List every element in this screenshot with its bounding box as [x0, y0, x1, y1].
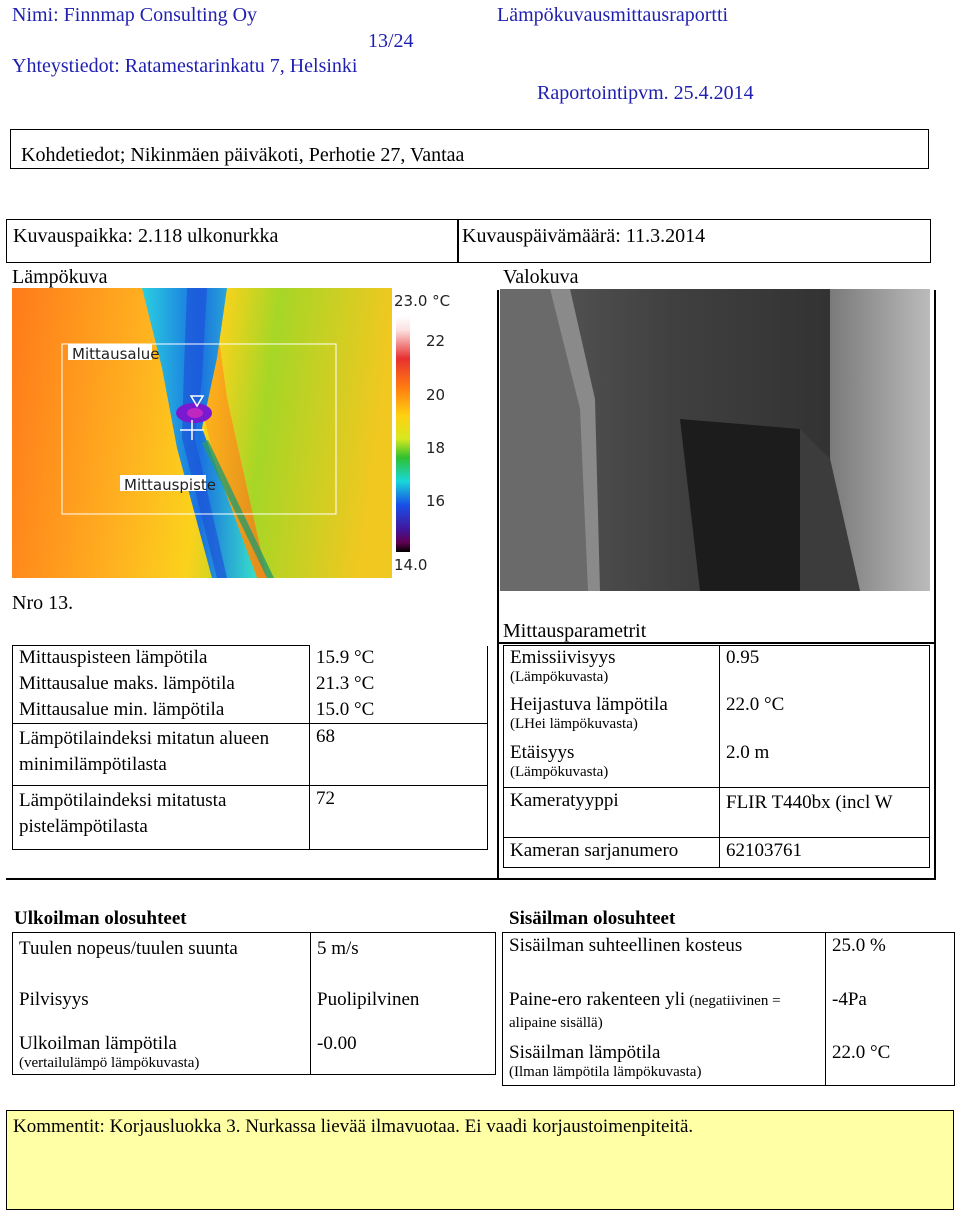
param-value: 62103761: [720, 838, 930, 868]
outdoor-label: Pilvisyys: [13, 967, 311, 1019]
image-number: Nro 13.: [12, 592, 74, 614]
thermal-image-label: Lämpökuva: [12, 266, 108, 288]
indoor-title: Sisäilman olosuhteet: [509, 908, 676, 929]
table-row: [504, 788, 930, 838]
table-row: [13, 698, 488, 724]
scale-tick-20: 20: [426, 386, 446, 404]
target-text: Kohdetiedot; Nikinmäen päiväkoti, Perhotie 27, Vantaa: [21, 144, 465, 166]
page-number: 13/24: [368, 30, 414, 52]
table-row: [503, 967, 955, 1036]
param-label-cell: [504, 646, 720, 694]
indoor-value: -4Pa: [826, 967, 955, 1036]
target-box: [10, 129, 929, 169]
table-row: [13, 646, 488, 672]
measurements-table: [12, 645, 488, 850]
outdoor-sub: (vertailulämpö lämpökuvasta): [19, 1054, 200, 1071]
table-row: [504, 838, 930, 868]
outdoor-label: Tuulen nopeus/tuulen suunta: [13, 933, 311, 967]
report-title: Lämpökuvausmittausraportti: [497, 4, 729, 26]
indoor-value: 22.0 °C: [826, 1036, 955, 1086]
report-date: Raportointipvm. 25.4.2014: [537, 82, 754, 104]
param-sub: (Lämpökuvasta): [510, 763, 609, 780]
location-date: Kuvauspäivämäärä: 11.3.2014: [462, 225, 706, 247]
outdoor-value: 5 m/s: [311, 933, 496, 967]
area-label: Mittausalue: [72, 345, 160, 363]
indoor-label-cell: [503, 967, 826, 1036]
table-row: [13, 672, 488, 698]
scale-tick-18: 18: [426, 439, 446, 457]
param-label: Emissiivisyys: [510, 647, 616, 668]
table-row: [504, 646, 930, 694]
scale-tick-22: 22: [426, 332, 446, 350]
table-row: [13, 786, 488, 850]
measurement-value: 68: [310, 724, 488, 786]
indoor-label: Paine-ero rakenteen yli: [509, 988, 686, 1010]
indoor-label-cell: [503, 1036, 826, 1086]
outdoor-value: -0.00: [311, 1019, 496, 1075]
company-name: Nimi: Finnmap Consulting Oy: [12, 4, 258, 26]
measurement-value: 72: [310, 786, 488, 850]
table-row: [13, 724, 488, 786]
param-label: Heijastuva lämpötila: [510, 693, 668, 715]
measurement-label: Mittauspisteen lämpötila: [13, 646, 310, 672]
color-scale-bar: [396, 316, 410, 552]
table-row: [13, 933, 496, 967]
table-row: [503, 1036, 955, 1086]
measurement-label: Lämpötilaindeksi mitatusta pistelämpötilasta: [13, 786, 310, 850]
location-place: Kuvauspaikka: 2.118 ulkonurkka: [13, 225, 279, 247]
params-title: Mittausparametrit: [503, 620, 647, 642]
param-label-cell: [504, 742, 720, 788]
outdoor-title: Ulkoilman olosuhteet: [14, 908, 187, 929]
outdoor-table: [12, 932, 496, 1075]
param-label-cell: [504, 694, 720, 742]
measurement-label: Lämpötilaindeksi mitatun alueen minimilämpötilasta: [13, 724, 310, 786]
visual-photo: [500, 289, 930, 591]
thermal-image: [12, 288, 392, 578]
indoor-table: [502, 932, 955, 1086]
table-row: [503, 933, 955, 967]
param-value: 2.0 m: [720, 742, 930, 788]
indoor-label: Sisäilman suhteellinen kosteus: [503, 933, 826, 967]
param-value: 0.95: [720, 646, 930, 694]
table-row: [13, 967, 496, 1019]
param-value: FLIR T440bx (incl W: [720, 788, 930, 838]
measurement-value: 21.3 °C: [310, 672, 488, 698]
point-label: Mittauspiste: [124, 476, 216, 494]
scale-max-label: 23.0 °C: [394, 292, 451, 310]
comment-text: Kommentit: Korjausluokka 3. Nurkassa lievää ilmavuotaa. Ei vaadi korjaustoimenpiteitä.: [13, 1116, 694, 1137]
params-table: [503, 645, 930, 868]
measurement-value: 15.0 °C: [310, 698, 488, 724]
indoor-label: Sisäilman lämpötila: [509, 1041, 661, 1063]
indoor-value: 25.0 %: [826, 933, 955, 967]
param-label: Etäisyys: [510, 741, 575, 763]
measurement-value: 15.9 °C: [310, 646, 488, 672]
outdoor-label-cell: [13, 1019, 311, 1075]
location-box: [6, 219, 931, 263]
measurement-label: Mittausalue min. lämpötila: [13, 698, 310, 724]
param-label: Kameratyyppi: [504, 788, 720, 838]
outdoor-label: Ulkoilman lämpötila: [19, 1032, 177, 1054]
measurement-label: Mittausalue maks. lämpötila: [13, 672, 310, 698]
table-row: [504, 742, 930, 788]
param-label: Kameran sarjanumero: [504, 838, 720, 868]
scale-min-label: 14.0: [394, 556, 428, 574]
param-sub: (LHei lämpökuvasta): [510, 715, 638, 732]
contact-info: Yhteystiedot: Ratamestarinkatu 7, Helsinki: [12, 55, 358, 77]
param-sub: (Lämpökuvasta): [510, 669, 609, 685]
indoor-sub: (Ilman lämpötila lämpökuvasta): [509, 1063, 702, 1080]
table-row: [504, 694, 930, 742]
outdoor-value: Puolipilvinen: [311, 967, 496, 1019]
indoor-sub: (negatiivinen = alipaine sisällä): [509, 992, 781, 1031]
table-row: [13, 1019, 496, 1075]
photo-label: Valokuva: [503, 266, 579, 288]
comment-box: [6, 1110, 954, 1210]
color-scale: [392, 288, 492, 578]
scale-tick-16: 16: [426, 492, 446, 510]
param-value: 22.0 °C: [720, 694, 930, 742]
